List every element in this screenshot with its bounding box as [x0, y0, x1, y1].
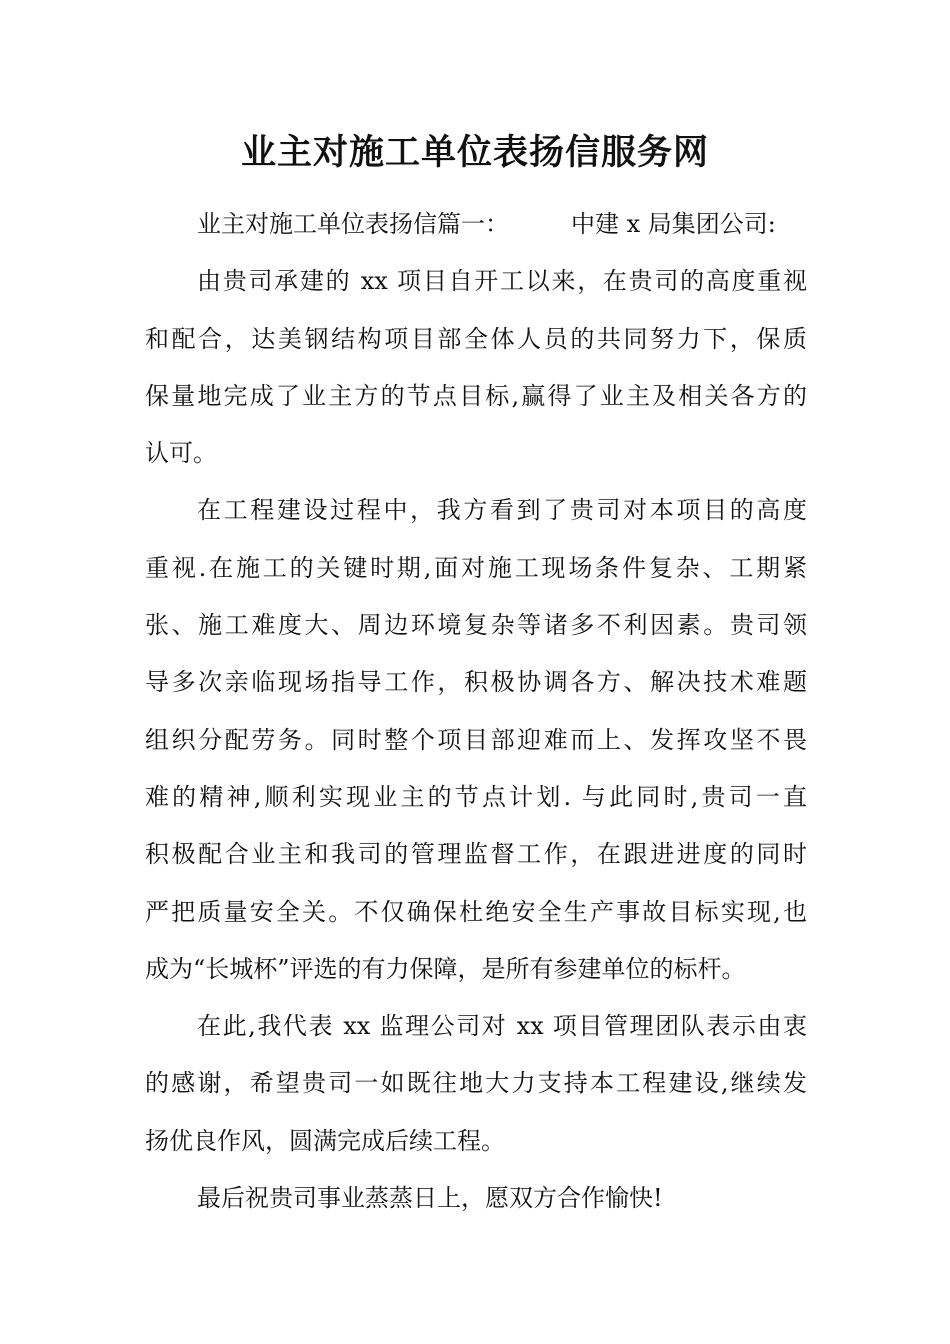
- paragraph-line: 积极配合业主和我司的管理监督工作，在跟进进度的同时: [145, 840, 807, 869]
- paragraph-line: 由贵司承建的 xx 项目自开工以来，在贵司的高度重视: [197, 267, 807, 296]
- paragraph-line: 最后祝贵司事业蒸蒸日上，愿双方合作愉快!: [197, 1184, 663, 1213]
- paragraph-line: 导多次亲临现场指导工作，积极协调各方、解决技术难题: [145, 668, 807, 697]
- paragraph-line: 成为“长城杯”评选的有力保障，是所有参建单位的标杆。: [145, 954, 746, 983]
- intro-line: [145, 196, 807, 253]
- paragraph-4: [145, 1170, 807, 1227]
- addressee: 中建 x 局集团公司:: [571, 210, 776, 238]
- paragraph-line: 和配合，达美钢结构项目部全体人员的共同努力下，保质: [145, 324, 807, 353]
- document-body: [145, 196, 807, 1227]
- paragraph-line: 张、施工难度大、周边环境复杂等诸多不利因素。贵司领: [145, 611, 807, 640]
- intro-label: 业主对施工单位表扬信篇一：: [197, 210, 509, 238]
- paragraph-line: 重视.在施工的关键时期,面对施工现场条件复杂、工期紧: [145, 553, 807, 582]
- paragraph-line: 在工程建设过程中，我方看到了贵司对本项目的高度: [197, 496, 807, 525]
- paragraph-line: 扬优良作风，圆满完成后续工程。: [145, 1126, 505, 1155]
- paragraph-line: 难的精神,顺利实现业主的节点计划. 与此同时,贵司一直: [145, 782, 807, 811]
- paragraph-line: 在此,我代表 xx 监理公司对 xx 项目管理团队表示由衷: [197, 1012, 807, 1041]
- paragraph-line: 组织分配劳务。同时整个项目部迎难而上、发挥攻坚不畏: [145, 725, 807, 754]
- paragraph-2: [145, 482, 807, 998]
- paragraph-line: 认可。: [145, 439, 217, 468]
- paragraph-line: 严把质量安全关。不仅确保杜绝安全生产事故目标实现,也: [145, 897, 807, 926]
- paragraph-3: [145, 998, 807, 1170]
- paragraph-1: [145, 253, 807, 482]
- paragraph-line: 保量地完成了业主方的节点目标,赢得了业主及相关各方的: [145, 381, 807, 410]
- document-title: 业主对施工单位表扬信服务网: [240, 132, 709, 173]
- paragraph-line: 的感谢，希望贵司一如既往地大力支持本工程建设,继续发: [145, 1069, 807, 1098]
